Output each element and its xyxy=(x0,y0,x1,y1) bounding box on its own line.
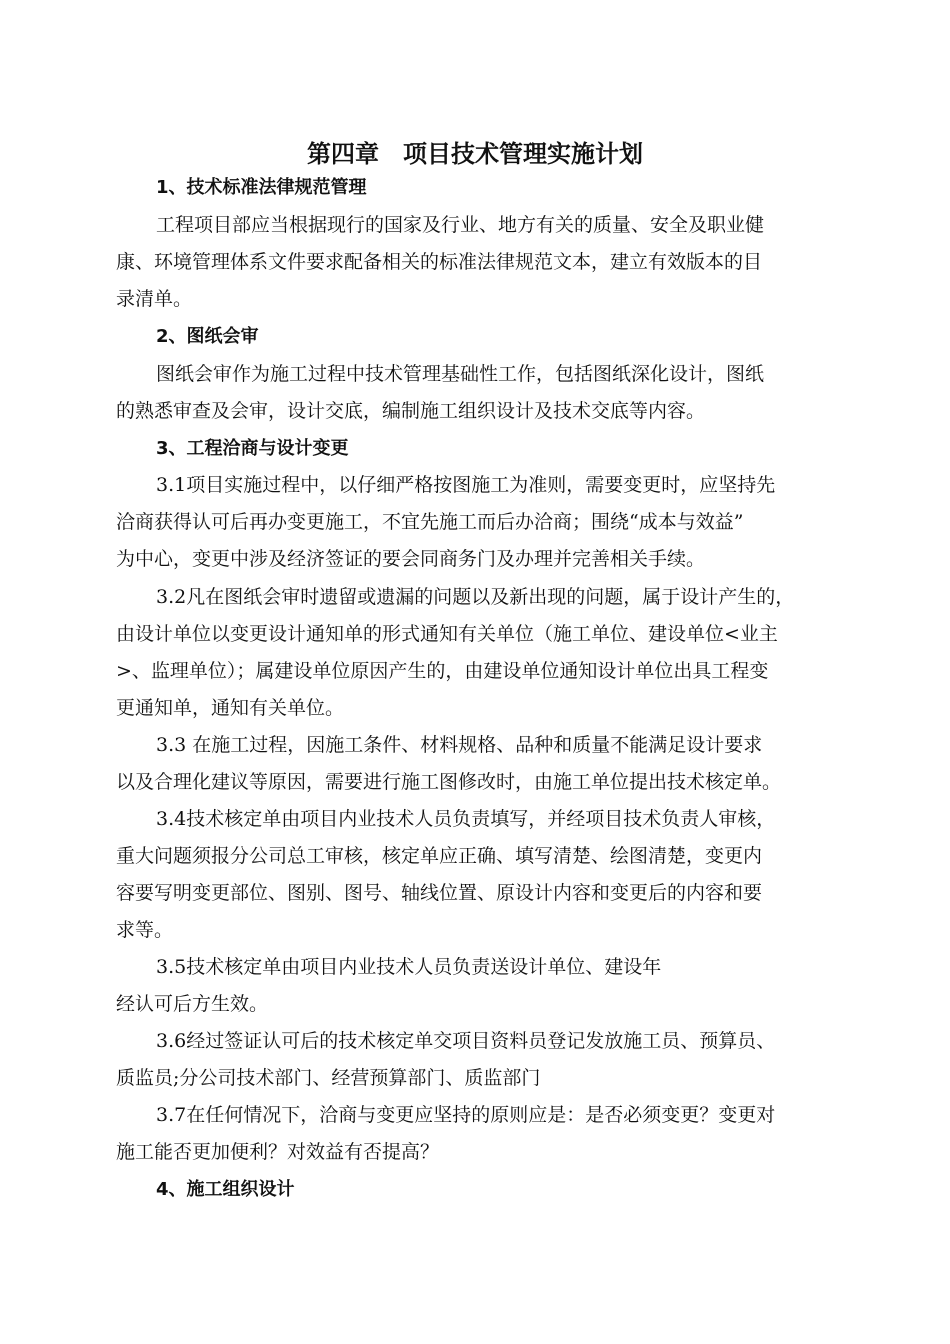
section-3-paragraph-2-line-3: >、监理单位）；属建设单位原因产生的，由建设单位通知设计单位出具工程变 xyxy=(116,660,769,682)
section-3-paragraph-2-line-4: 更通知单，通知有关单位。 xyxy=(116,697,345,719)
chapter-title: 第四章 项目技术管理实施计划 xyxy=(307,140,643,168)
section-3-paragraph-6-line-1: 3.6经过签证认可后的技术核定单交项目资料员登记发放施工员、预算员、 xyxy=(156,1030,776,1052)
section-3-paragraph-5-line-1: 3.5技术核定单由项目内业技术人员负责送设计单位、建设年 xyxy=(156,956,662,978)
section-3-paragraph-4-line-2: 重大问题须报分公司总工审核，核定单应正确、填写清楚、绘图清楚，变更内 xyxy=(116,845,763,867)
section-1-paragraph-1-line-2: 康、环境管理体系文件要求配备相关的标准法律规范文本，建立有效版本的目 xyxy=(116,251,763,273)
section-3-paragraph-3-line-2: 以及合理化建议等原因，需要进行施工图修改时，由施工单位提出技术核定单。 xyxy=(116,771,782,793)
section-3-paragraph-6-line-2: 质监员;分公司技术部门、经营预算部门、质监部门 xyxy=(116,1067,541,1089)
section-3-paragraph-1-line-1: 3.1项目实施过程中，以仔细严格按图施工为准则，需要变更时，应坚持先 xyxy=(156,474,776,496)
section-3-heading: 3、工程洽商与设计变更 xyxy=(156,438,349,459)
section-3-paragraph-2-line-2: 由设计单位以变更设计通知单的形式通知有关单位（施工单位、建设单位<业主 xyxy=(116,623,778,645)
section-2-heading: 2、图纸会审 xyxy=(156,326,259,347)
section-3-paragraph-4-line-1: 3.4技术核定单由项目内业技术人员负责填写，并经项目技术负责人审核， xyxy=(156,808,776,830)
section-1-paragraph-1-line-1: 工程项目部应当根据现行的国家及行业、地方有关的质量、安全及职业健 xyxy=(156,214,765,236)
section-3-paragraph-2-line-1: 3.2凡在图纸会审时遗留或遗漏的问题以及新出现的问题，属于设计产生的， xyxy=(156,586,795,608)
section-1-heading: 1、技术标准法律规范管理 xyxy=(156,177,367,198)
section-3-paragraph-4-line-3: 容要写明变更部位、图别、图号、轴线位置、原设计内容和变更后的内容和要 xyxy=(116,882,763,904)
section-3-paragraph-4-line-4: 求等。 xyxy=(116,919,174,941)
section-3-paragraph-1-line-3: 为中心，变更中涉及经济签证的要会同商务门及办理并完善相关手续。 xyxy=(116,548,706,570)
section-3-paragraph-3-line-1: 3.3 在施工过程，因施工条件、材料规格、品种和质量不能满足设计要求 xyxy=(156,734,763,756)
section-2-paragraph-1-line-2: 的熟悉审查及会审，设计交底，编制施工组织设计及技术交底等内容。 xyxy=(116,400,706,422)
section-3-paragraph-7-line-1: 3.7在任何情况下，洽商与变更应坚持的原则应是：是否必须变更？变更对 xyxy=(156,1104,776,1126)
section-3-paragraph-7-line-2: 施工能否更加便利？对效益有否提高？ xyxy=(116,1141,440,1163)
section-3-paragraph-1-line-2: 洽商获得认可后再办变更施工，不宜先施工而后办洽商；围绕“成本与效益” xyxy=(116,511,744,533)
section-4-heading: 4、施工组织设计 xyxy=(156,1179,295,1200)
section-1-paragraph-1-line-3: 录清单。 xyxy=(116,288,193,310)
section-2-paragraph-1-line-1: 图纸会审作为施工过程中技术管理基础性工作，包括图纸深化设计，图纸 xyxy=(156,363,765,385)
section-3-paragraph-5-line-2: 经认可后方生效。 xyxy=(116,993,269,1015)
